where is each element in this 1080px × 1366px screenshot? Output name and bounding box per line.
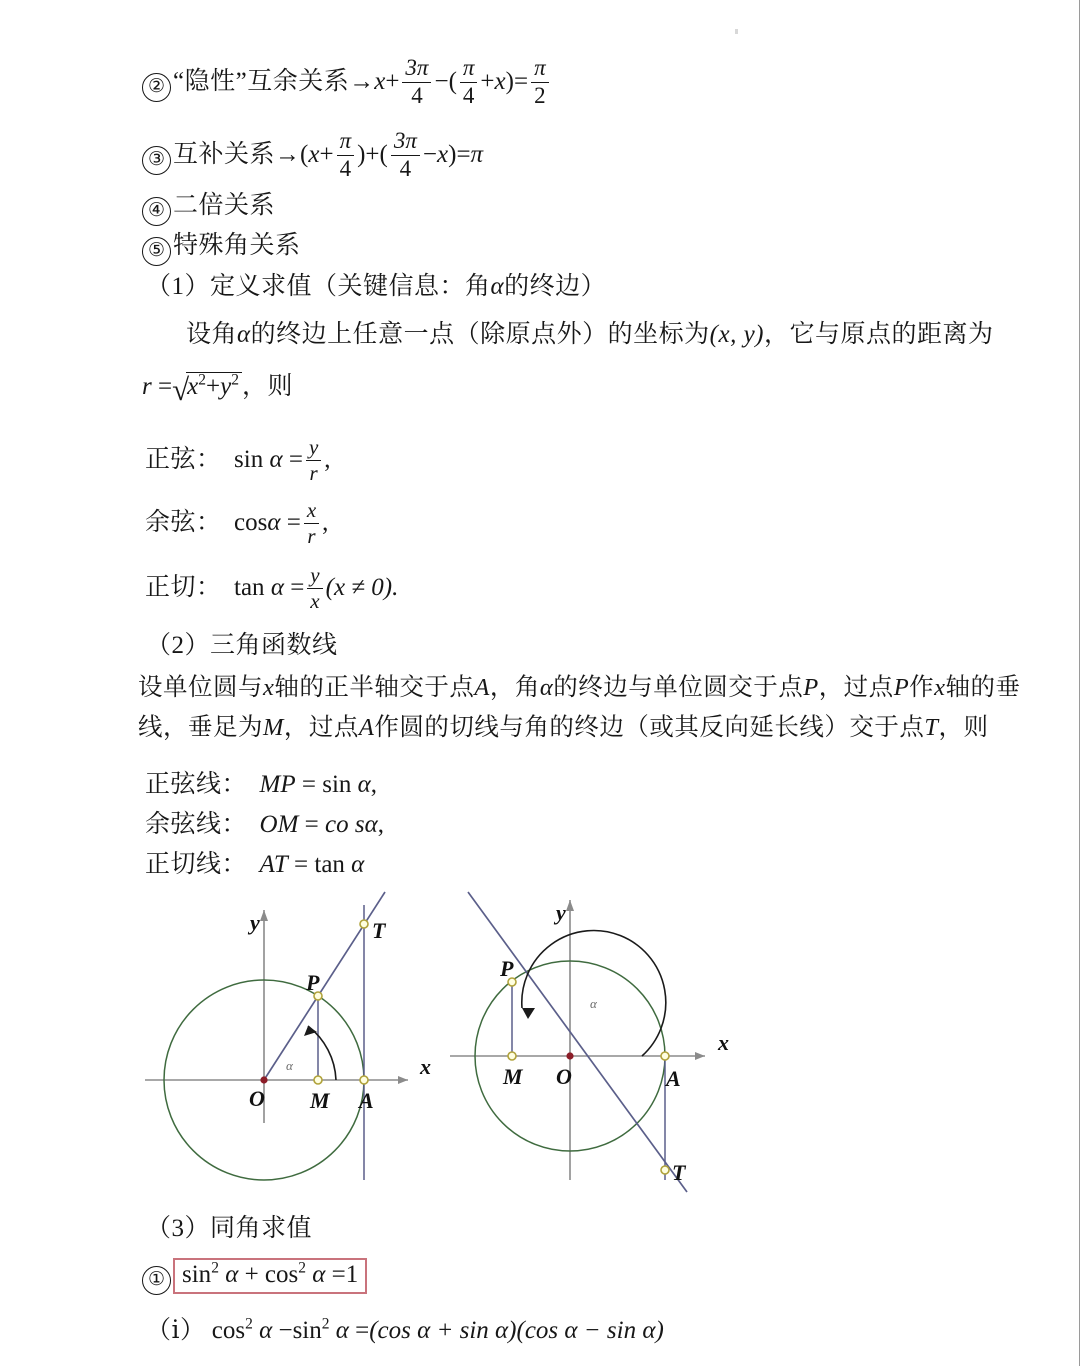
radicand-x: x: [187, 373, 199, 400]
definition-sine: [145, 437, 331, 485]
sine-line-label: 正弦线：: [145, 771, 248, 798]
definition-cosine: [145, 500, 328, 548]
square-root: [172, 372, 242, 405]
item3-pi: π: [470, 141, 484, 169]
svg-text:O: O: [556, 1064, 572, 1089]
item3-minus: −: [422, 141, 437, 169]
comma: ,: [370, 771, 378, 798]
value-one: 1: [345, 1261, 359, 1288]
section-1-body: [186, 322, 994, 347]
equals-sign: =: [294, 851, 309, 878]
exponent-2: 2: [231, 371, 239, 389]
item5-label: 特殊角关系: [173, 232, 301, 259]
exponent-2: 2: [298, 1259, 306, 1277]
section-1-heading-post: 的终边）: [504, 273, 607, 300]
item2-paren-open: (: [448, 68, 457, 96]
svg-text:x: x: [718, 1030, 729, 1055]
svg-text:A: A: [666, 1066, 681, 1091]
trig-line-tangent: [145, 852, 364, 877]
note-item-5: [142, 233, 301, 266]
plus-sign: +: [244, 1261, 259, 1288]
comma: ,: [324, 445, 331, 473]
radicand-plus: +: [205, 373, 221, 400]
figure-right-obtuse: [450, 892, 729, 1192]
alpha-symbol: α: [259, 1317, 273, 1344]
alpha-symbol: α: [267, 508, 281, 536]
axis-x-ref: x: [934, 674, 946, 701]
segment-MP: MP: [259, 771, 296, 798]
svg-text:T: T: [672, 1160, 686, 1185]
point-P-ref: P: [893, 674, 910, 701]
factored-expression: (cos α + sin α)(cos α − sin α): [369, 1317, 664, 1344]
sine-label: 正弦：: [145, 445, 222, 473]
section-1-heading: [146, 274, 606, 299]
fraction-pi-over-2: $\frac{\pi}{2}$: [531, 56, 549, 109]
item2-paren-close: ): [505, 68, 514, 96]
circled-number-4: ④: [142, 197, 171, 226]
exponent-2: 2: [198, 371, 206, 389]
alpha-symbol: α: [364, 811, 378, 838]
item3-plus1: +: [319, 141, 334, 169]
point-M-ref: M: [263, 714, 284, 741]
item2-label: “隐性”互余关系: [173, 68, 350, 96]
item4-label: 二倍关系: [173, 192, 276, 219]
p2-t5: ，过点: [818, 674, 894, 701]
sin-function: sin: [292, 1317, 322, 1344]
svg-text:M: M: [310, 1088, 330, 1113]
alpha-symbol: α: [490, 273, 505, 300]
tan-function: tan: [314, 851, 345, 878]
tangent-label: 正切：: [145, 573, 222, 601]
note-item-4: [142, 193, 275, 226]
section-2-paragraph-line-1: [138, 676, 1021, 701]
item3-plus2: +: [365, 141, 380, 169]
svg-text:α: α: [590, 996, 597, 1011]
item2-plus: +: [385, 68, 400, 96]
circled-number-1: ①: [142, 1266, 171, 1295]
point-A-ref: A: [474, 674, 490, 701]
alpha-symbol: α: [225, 1261, 239, 1288]
svg-text:x: x: [420, 1054, 431, 1079]
sin-function: sin: [234, 445, 264, 473]
svg-text:T: T: [372, 918, 386, 943]
trig-line-sine: [145, 772, 377, 797]
point-A-ref: A: [358, 714, 375, 741]
axis-x-ref: x: [263, 674, 275, 701]
svg-text:y: y: [556, 900, 566, 925]
r-equals: =: [157, 373, 173, 401]
item2-arrow: →: [349, 68, 375, 96]
section-1-heading-pre: （1）定义求值（关键信息：角: [146, 273, 491, 300]
fraction-3pi-over-4-b: $\frac{3\pi}{4}$: [391, 129, 420, 182]
svg-text:O: O: [249, 1086, 265, 1111]
p2-t7: 轴的垂: [945, 674, 1021, 701]
item2-minus: −: [434, 68, 449, 96]
p2-t1: 设单位圆与: [138, 674, 263, 701]
item3-paren-open-2: (: [379, 141, 388, 169]
exponent-2: 2: [211, 1259, 219, 1277]
cos-function: cos: [234, 508, 268, 536]
body-text-c: ，它与原点的距离为: [764, 321, 994, 348]
equals-sign: =: [331, 1261, 346, 1288]
point-marker-M-right: [508, 1052, 516, 1060]
cosine-line-label: 余弦线：: [145, 811, 248, 838]
p3-t2: ，过点: [283, 714, 359, 741]
item3-label: 互补关系: [173, 141, 276, 169]
fraction-pi-over-4-a: $\frac{\pi}{4}$: [337, 129, 355, 182]
point-marker-M-left: [314, 1076, 322, 1084]
sin-function: sin: [182, 1261, 212, 1288]
point-marker-A-right: [661, 1052, 669, 1060]
point-marker-T-right: [661, 1166, 669, 1174]
sub-item-marker-i: （ⅰ）: [146, 1317, 206, 1344]
alpha-symbol: α: [269, 445, 283, 473]
equals-sign: =: [290, 573, 305, 601]
exponent-2: 2: [321, 1315, 330, 1333]
fraction-pi-over-4: $\frac{\pi}{4}$: [460, 56, 478, 109]
item2-x2: x: [494, 68, 506, 96]
section-2-paragraph-line-2: [138, 716, 989, 741]
svg-text:A: A: [359, 1088, 374, 1113]
alpha-symbol: α: [312, 1261, 326, 1288]
fraction-y-over-r: $\frac{y}{r}$: [306, 436, 321, 484]
alpha-symbol: α: [357, 771, 371, 798]
variable-r: r: [142, 373, 152, 401]
note-item-3: [142, 130, 483, 183]
svg-text:P: P: [306, 970, 320, 995]
unit-circle-figures: [140, 880, 780, 1210]
p2-t4: 的终边与单位圆交于点: [553, 674, 804, 701]
figure-left-acute: [145, 892, 431, 1180]
comma: ,: [377, 811, 384, 838]
item2-x: x: [374, 68, 386, 96]
alpha-symbol: α: [539, 674, 554, 701]
minus-sign: −: [278, 1317, 293, 1344]
coordinate-pair: (x, y): [709, 321, 764, 348]
circled-number-5: ⑤: [142, 237, 171, 266]
formula-r-distance: [142, 372, 293, 405]
alpha-symbol: α: [335, 1317, 349, 1344]
cos-function: cos: [264, 1261, 299, 1288]
equals-sign: =: [355, 1317, 370, 1344]
equals-sign: =: [286, 508, 301, 536]
point-T-ref: T: [924, 714, 939, 741]
domain-condition: (x ≠ 0).: [325, 573, 399, 601]
p3-t1: 线，垂足为: [138, 714, 263, 741]
p3-t4: ，则: [938, 714, 989, 741]
alpha-symbol: α: [270, 573, 284, 601]
p2-t2: 轴的正半轴交于点: [274, 674, 475, 701]
cosine-label: 余弦：: [145, 508, 222, 536]
equals-sign: =: [304, 811, 319, 838]
sin-function: sin: [322, 771, 352, 798]
item3-paren-close-1: ): [357, 141, 366, 169]
item3-x2: x: [437, 141, 449, 169]
comma: ,: [322, 508, 329, 536]
identity-difference-of-squares: [146, 1315, 664, 1344]
circled-number-2: ②: [142, 73, 171, 102]
body-text-b: 的终边上任意一点（除原点外）的坐标为: [250, 321, 710, 348]
fraction-y-over-x: $\frac{y}{x}$: [307, 564, 322, 612]
r-suffix: ，则: [241, 373, 293, 401]
section-2-heading: （2）三角函数线: [146, 632, 338, 659]
point-marker-A-left: [360, 1076, 368, 1084]
item3-equals: =: [456, 141, 471, 169]
equals-sign: =: [288, 445, 303, 473]
p3-t3: 作圆的切线与角的终边（或其反向延长线）交于点: [374, 714, 925, 741]
p2-t3: ，角: [489, 674, 540, 701]
origin-dot-right: [566, 1052, 573, 1059]
item2-plus2: +: [480, 68, 495, 96]
segment-AT: AT: [259, 851, 288, 878]
section-3-heading: （3）同角求值: [146, 1215, 313, 1242]
svg-text:M: M: [503, 1064, 523, 1089]
p2-t6: 作: [909, 674, 935, 701]
item2-equals: =: [513, 68, 529, 96]
fraction-x-over-r: $\frac{x}{r}$: [304, 499, 319, 547]
point-P-ref: P: [803, 674, 819, 701]
cos-function: co s: [325, 811, 365, 838]
tangent-line-label: 正切线：: [145, 851, 248, 878]
circled-number-3: ③: [142, 146, 171, 175]
svg-text:y: y: [250, 910, 260, 935]
boxed-identity: [173, 1258, 367, 1294]
radicand-y: y: [220, 373, 232, 400]
origin-dot-left: [260, 1076, 267, 1083]
fraction-3pi-over-4: $\frac{3\pi}{4}$: [402, 56, 431, 109]
exponent-2: 2: [245, 1315, 253, 1333]
item3-x1: x: [308, 141, 320, 169]
point-marker-T-left: [360, 920, 368, 928]
trig-line-cosine: [145, 812, 384, 837]
page-speck: [735, 29, 738, 34]
identity-pythagorean-row: [142, 1258, 367, 1295]
tan-function: tan: [234, 573, 265, 601]
cos-function: cos: [211, 1317, 246, 1344]
note-item-2: [142, 57, 552, 110]
equals-sign: =: [301, 771, 316, 798]
body-text-a: 设角: [186, 321, 238, 348]
definition-tangent: [145, 565, 398, 613]
item3-paren-close-2: ): [448, 141, 457, 169]
alpha-symbol: α: [351, 851, 365, 878]
svg-text:P: P: [500, 956, 514, 981]
segment-OM: OM: [259, 811, 299, 838]
item3-paren-open-1: (: [300, 141, 309, 169]
svg-text:α: α: [286, 1058, 293, 1073]
radical-sign: √: [172, 372, 190, 407]
alpha-symbol: α: [237, 321, 251, 348]
item3-arrow: →: [275, 141, 301, 169]
